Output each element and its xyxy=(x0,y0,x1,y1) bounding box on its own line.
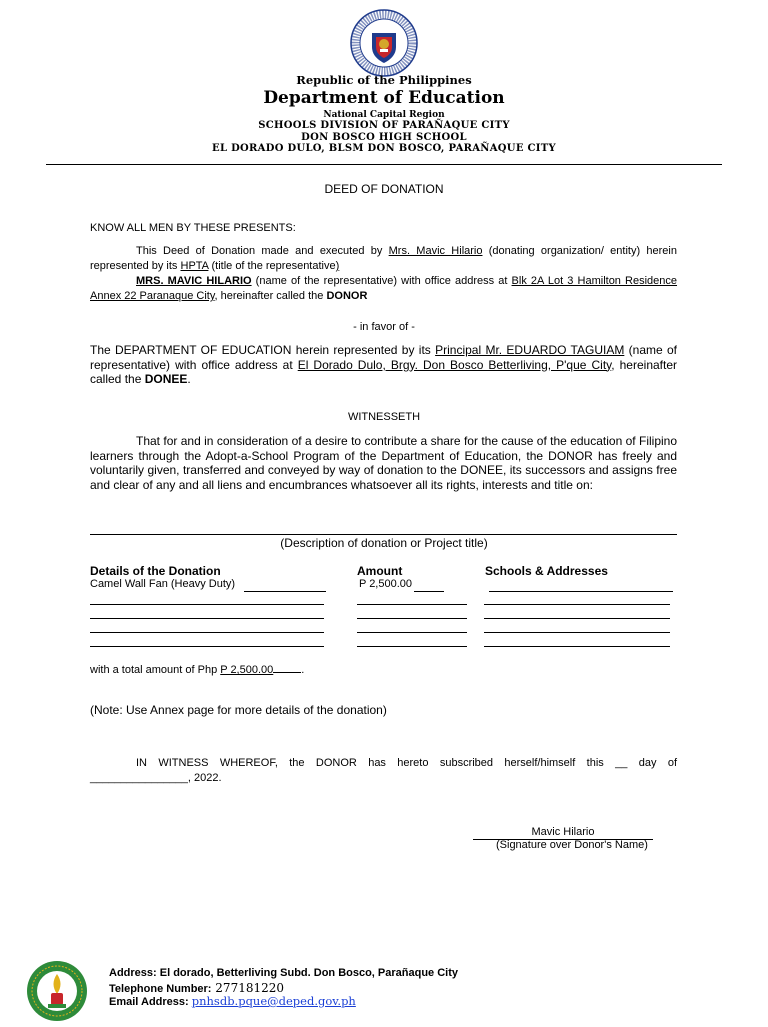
footer-phone-label: Telephone Number: xyxy=(109,983,212,995)
in-favor-of: - in favor of - xyxy=(353,321,415,333)
paragraph-donee xyxy=(90,343,677,387)
p1-text-c-end: ) xyxy=(335,260,340,272)
blank-row-detail xyxy=(90,618,324,619)
description-caption: (Description of donation or Project title) xyxy=(280,536,488,550)
total-value: P 2,500.00 xyxy=(220,664,274,676)
total-blank xyxy=(273,662,301,673)
footer-phone xyxy=(109,981,284,995)
paragraph-consideration: That for and in consideration of a desire to contribute a share for the cause of the education of Filipino learners through the Adopt-a-School Program of the Department of Education, the DONOR has freely and voluntarily given, transferred and conveyed by way of donation to the DONEE, its successors and assigns free and clear of any and all liens and encumbrances whatsoever all its rights, interests and title on: xyxy=(90,434,677,492)
donor-label: DONOR xyxy=(326,290,368,302)
p2-text-b: , hereinafter called the xyxy=(214,290,327,302)
blank-row-amount xyxy=(357,604,467,605)
total-prefix: with a total amount of Php xyxy=(90,664,221,676)
row1-detail: Camel Wall Fan (Heavy Duty) xyxy=(90,578,236,590)
blank-row-school xyxy=(484,632,670,633)
blank-row-school xyxy=(484,646,670,647)
header-division: SCHOOLS DIVISION OF PARAÑAQUE CITY xyxy=(258,120,510,131)
representative-name: MRS. MAVIC HILARIO xyxy=(136,275,252,287)
row1-detail-blank xyxy=(244,591,326,592)
total-amount xyxy=(90,662,304,678)
p1-text-b: (donating organization/ entity) herein represented by its xyxy=(90,245,677,272)
description-line xyxy=(90,534,677,535)
witness-whereof: IN WITNESS WHEREOF, the DONOR has hereto subscribed herself/himself this __ day of xyxy=(136,757,677,769)
blank-row-detail xyxy=(90,604,324,605)
footer-email xyxy=(109,994,356,1008)
footer-address xyxy=(109,967,458,979)
row1-amount-blank xyxy=(414,591,444,592)
representative-title: HPTA xyxy=(180,260,209,272)
donor-org-name: Mrs. Mavic Hilario xyxy=(388,245,483,257)
header-divider xyxy=(46,164,722,165)
blank-row-detail xyxy=(90,632,324,633)
witnesseth-heading: WITNESSETH xyxy=(347,411,421,423)
row1-school-blank xyxy=(489,591,673,592)
p3-text-end: . xyxy=(187,372,191,386)
blank-row-amount xyxy=(357,632,467,633)
footer-email-link[interactable]: pnhsdb.pque@deped.gov.ph xyxy=(191,994,356,1008)
total-suffix: . xyxy=(301,664,305,676)
know-all-men: KNOW ALL MEN BY THESE PRESENTS: xyxy=(90,222,296,234)
col-header-amount: Amount xyxy=(357,564,403,578)
p2-text-a: (name of the representative) with office address at xyxy=(251,275,512,287)
header-region: National Capital Region xyxy=(323,110,445,120)
header-republic: Republic of the Philippines xyxy=(296,73,472,87)
blank-row-school xyxy=(484,604,670,605)
paragraph-representative xyxy=(90,274,677,304)
donee-address: El Dorado Dulo, Brgy. Don Bosco Betterliving, P'que City xyxy=(297,357,612,372)
donee-label: DONEE xyxy=(144,372,188,386)
row1-amount: P 2,500.00 xyxy=(359,578,413,590)
deped-seal xyxy=(350,9,418,77)
footer-address-value: El dorado, Betterliving Subd. Don Bosco, Parañaque City xyxy=(156,967,459,979)
p1-text-a: This Deed of Donation made and executed by xyxy=(136,245,389,257)
col-header-details: Details of the Donation xyxy=(90,564,221,578)
donor-address: Blk 2A Lot 3 Hamilton Residence Annex 22 Paranaque City xyxy=(90,275,678,302)
p3-text-c: , hereinafter called the xyxy=(90,357,677,386)
paragraph-donor xyxy=(90,244,677,274)
blank-row-school xyxy=(484,618,670,619)
col-header-schools: Schools & Addresses xyxy=(485,564,608,578)
school-logo xyxy=(26,960,92,1026)
header-department: Department of Education xyxy=(263,88,505,108)
footer-address-label: Address: xyxy=(109,967,157,979)
footer-phone-value: 277181220 xyxy=(211,981,285,995)
p1-text-c: (title of the representative xyxy=(208,260,336,272)
blank-row-detail xyxy=(90,646,324,647)
p3-text-b: (name of representative) with office address at xyxy=(90,343,677,372)
signature-caption: (Signature over Donor's Name) xyxy=(496,839,648,851)
p3-text-a: The DEPARTMENT OF EDUCATION herein represented by its xyxy=(90,343,436,357)
principal-name: Principal Mr. EDUARDO TAGUIAM xyxy=(435,343,625,357)
document-title: DEED OF DONATION xyxy=(324,182,444,196)
blank-row-amount xyxy=(357,618,467,619)
blank-row-amount xyxy=(357,646,467,647)
header-address: EL DORADO DULO, BLSM DON BOSCO, PARAÑAQUE CITY xyxy=(212,143,556,154)
footer-email-label: Email Address: xyxy=(109,996,189,1008)
header-school: DON BOSCO HIGH SCHOOL xyxy=(301,132,467,143)
witness-date: ________________, 2022. xyxy=(90,772,222,784)
signatory-name: Mavic Hilario xyxy=(473,825,653,840)
annex-note: (Note: Use Annex page for more details of the donation) xyxy=(90,703,387,717)
